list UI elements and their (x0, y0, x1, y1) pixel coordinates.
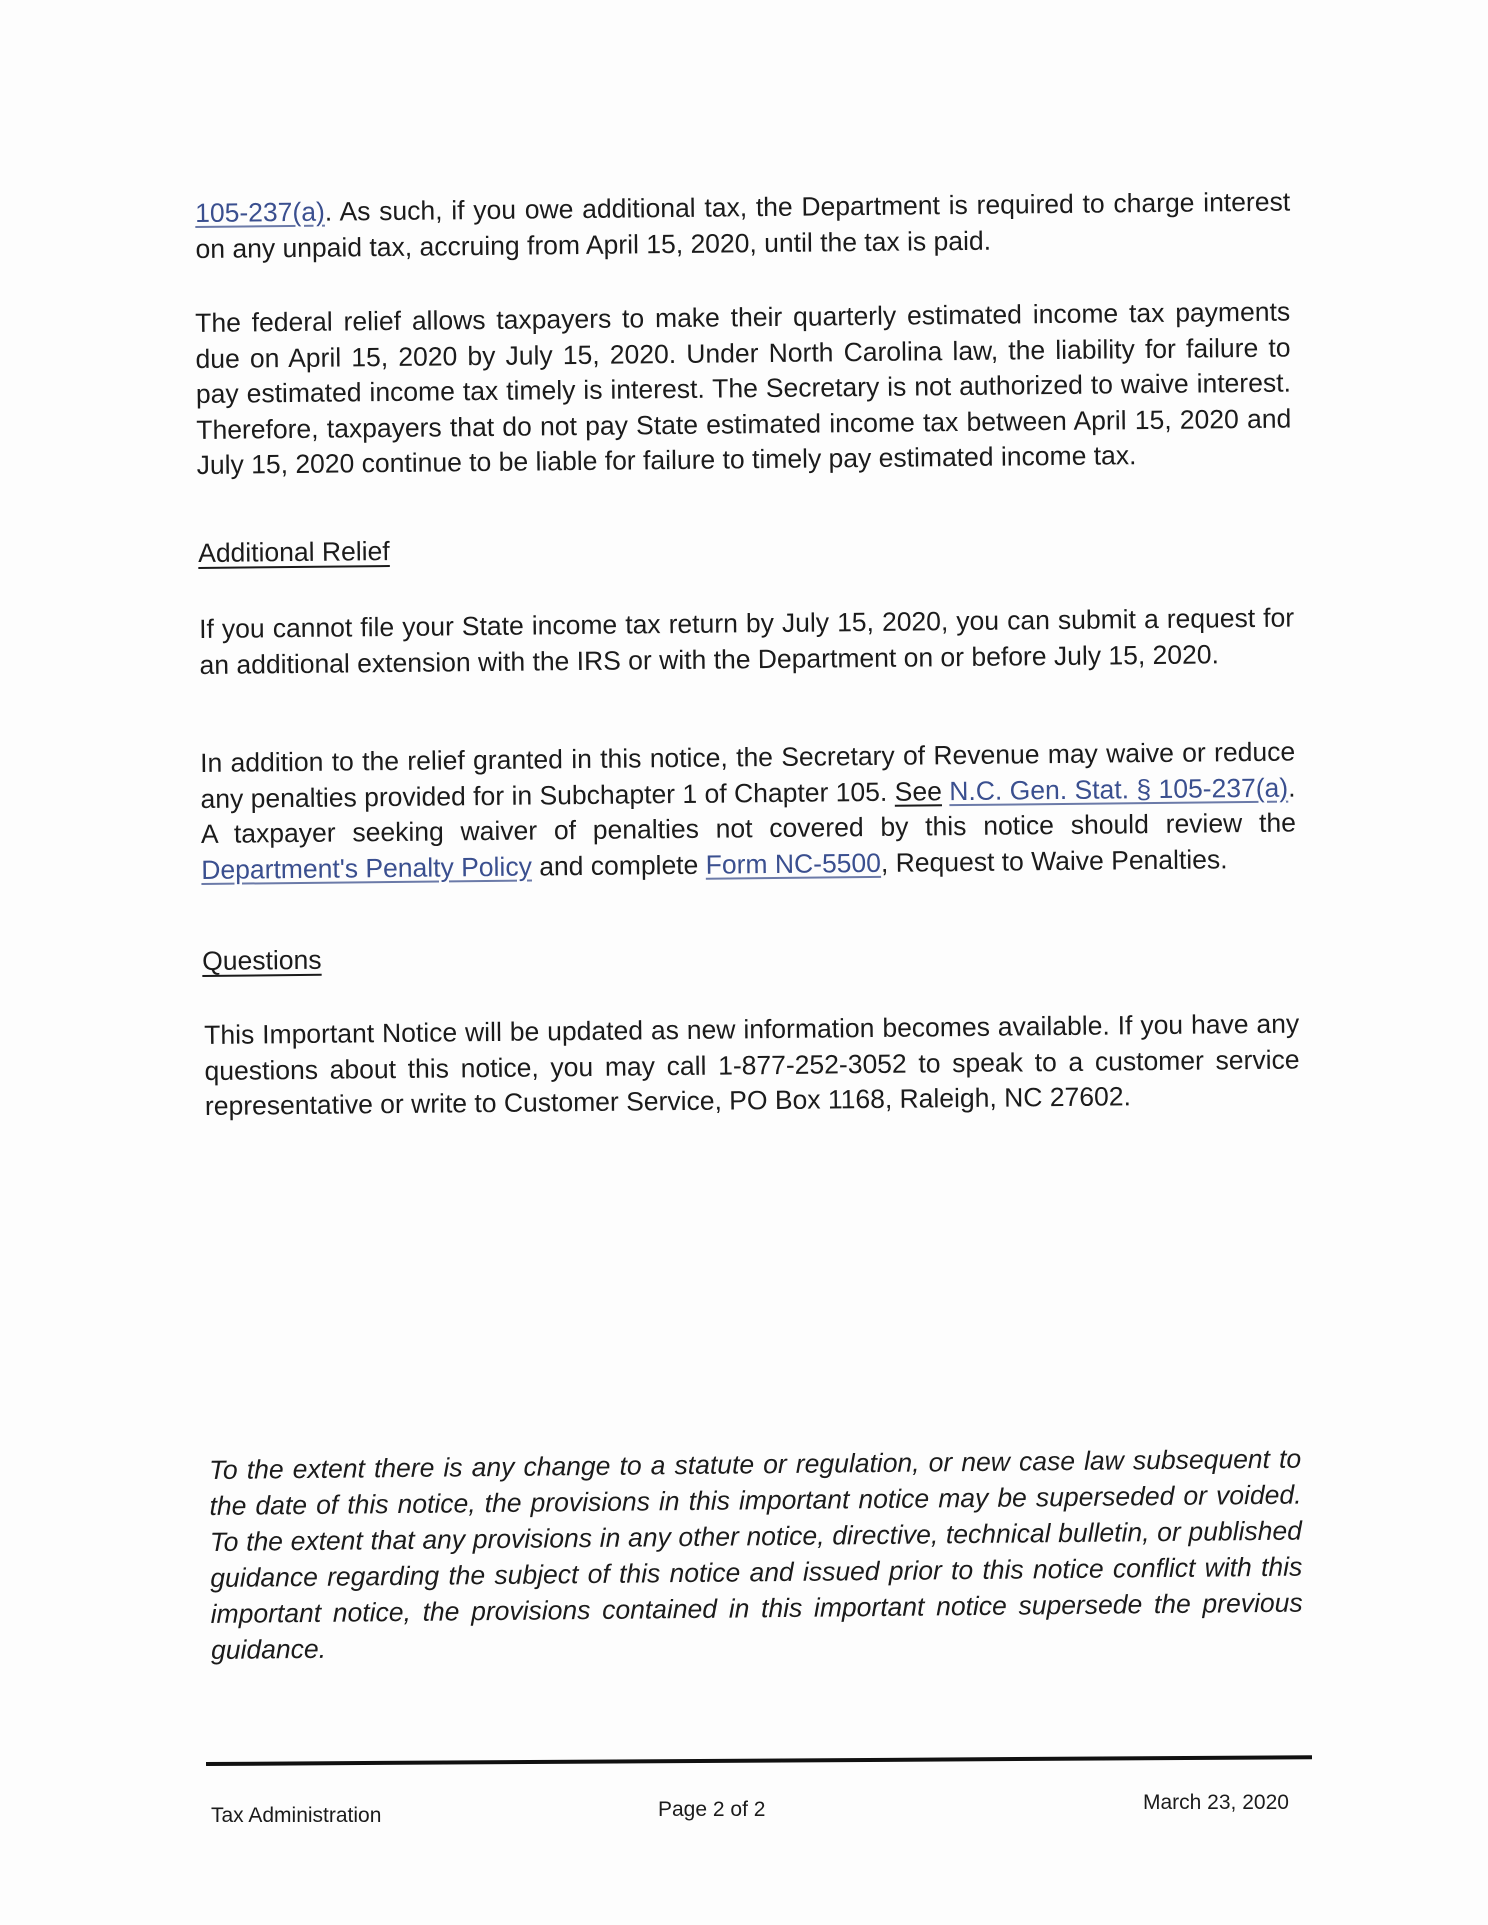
footer-page-number: Page 2 of 2 (658, 1798, 766, 1821)
paragraph-penalties (200, 735, 1296, 888)
statute-link-105-237a[interactable]: 105-237(a) (195, 196, 325, 228)
paragraph-estimated-tax (195, 295, 1292, 484)
heading-additional-relief: Additional Relief (198, 535, 390, 568)
paragraph-extension (199, 601, 1295, 683)
see-label: See (894, 775, 942, 807)
paragraph-interest (195, 185, 1291, 267)
form-nc-5500-link[interactable]: Form NC-5500 (705, 847, 882, 880)
paragraph-contact (204, 1007, 1300, 1125)
footer-date: March 23, 2020 (1143, 1791, 1289, 1814)
paragraph-penalties-text-3: and complete (531, 849, 706, 882)
disclaimer-note: To the extent there is any change to a statute or regulation, or new case law subsequent to the date of this notice, the provisions in this important notice may be superseded or voided. To the extent that any provisions in any other notice, directive, technical bulletin, or published guidance regarding the subject of this notice and issued prior to this notice conflict with this important notice, the provisions contained in this important notice supersede the previous guidance. (209, 1443, 1303, 1665)
paragraph-contact-text: This Important Notice will be updated as new information becomes available. If you have any questions about this notice, you may call 1-877-252-3052 to speak to a customer service representative or write to Customer Service, PO Box 1168, Raleigh, NC 27602. (204, 1008, 1300, 1121)
paragraph-penalties-text-1: In addition to the relief granted in this notice, the Secretary of Revenue may waive or reduce any penalties provided for in Subchapter 1 of Chapter 105. (200, 736, 1296, 814)
paragraph-penalties-text-2: . A taxpayer seeking waiver of penalties not covered by this notice should review the (200, 772, 1297, 849)
paragraph-interest-text: . As such, if you owe additional tax, the Department is required to charge interest on any unpaid tax, accruing from April 15, 2020, until the tax is paid. (195, 186, 1291, 264)
footer-rule (206, 1755, 1312, 1766)
footer-department: Tax Administration (211, 1804, 382, 1827)
statute-link-gen-stat[interactable]: N.C. Gen. Stat. § 105-237(a) (949, 772, 1289, 806)
paragraph-penalties-text-4: , Request to Waive Penalties. (880, 843, 1228, 878)
heading-questions: Questions (202, 944, 322, 976)
paragraph-extension-text: If you cannot file your State income tax return by July 15, 2020, you can submit a request for an additional extension with the IRS or with the Department on or before July 15, 2020. (199, 602, 1295, 680)
penalty-policy-link[interactable]: Department's Penalty Policy (201, 851, 533, 885)
paragraph-estimated-tax-text: The federal relief allows taxpayers to make their quarterly estimated income tax payments due on April 15, 2020 by July 15, 2020. Under North Carolina law, the liability for failure to pay estimated income tax timely is interest. The Secretary is not authorized to waive interest. Therefore, taxpayers that do not pay State estimated income tax between April 15, 2020 and July 15, 2020 continue to be liable for failure to timely pay estimated income tax. (195, 296, 1292, 480)
